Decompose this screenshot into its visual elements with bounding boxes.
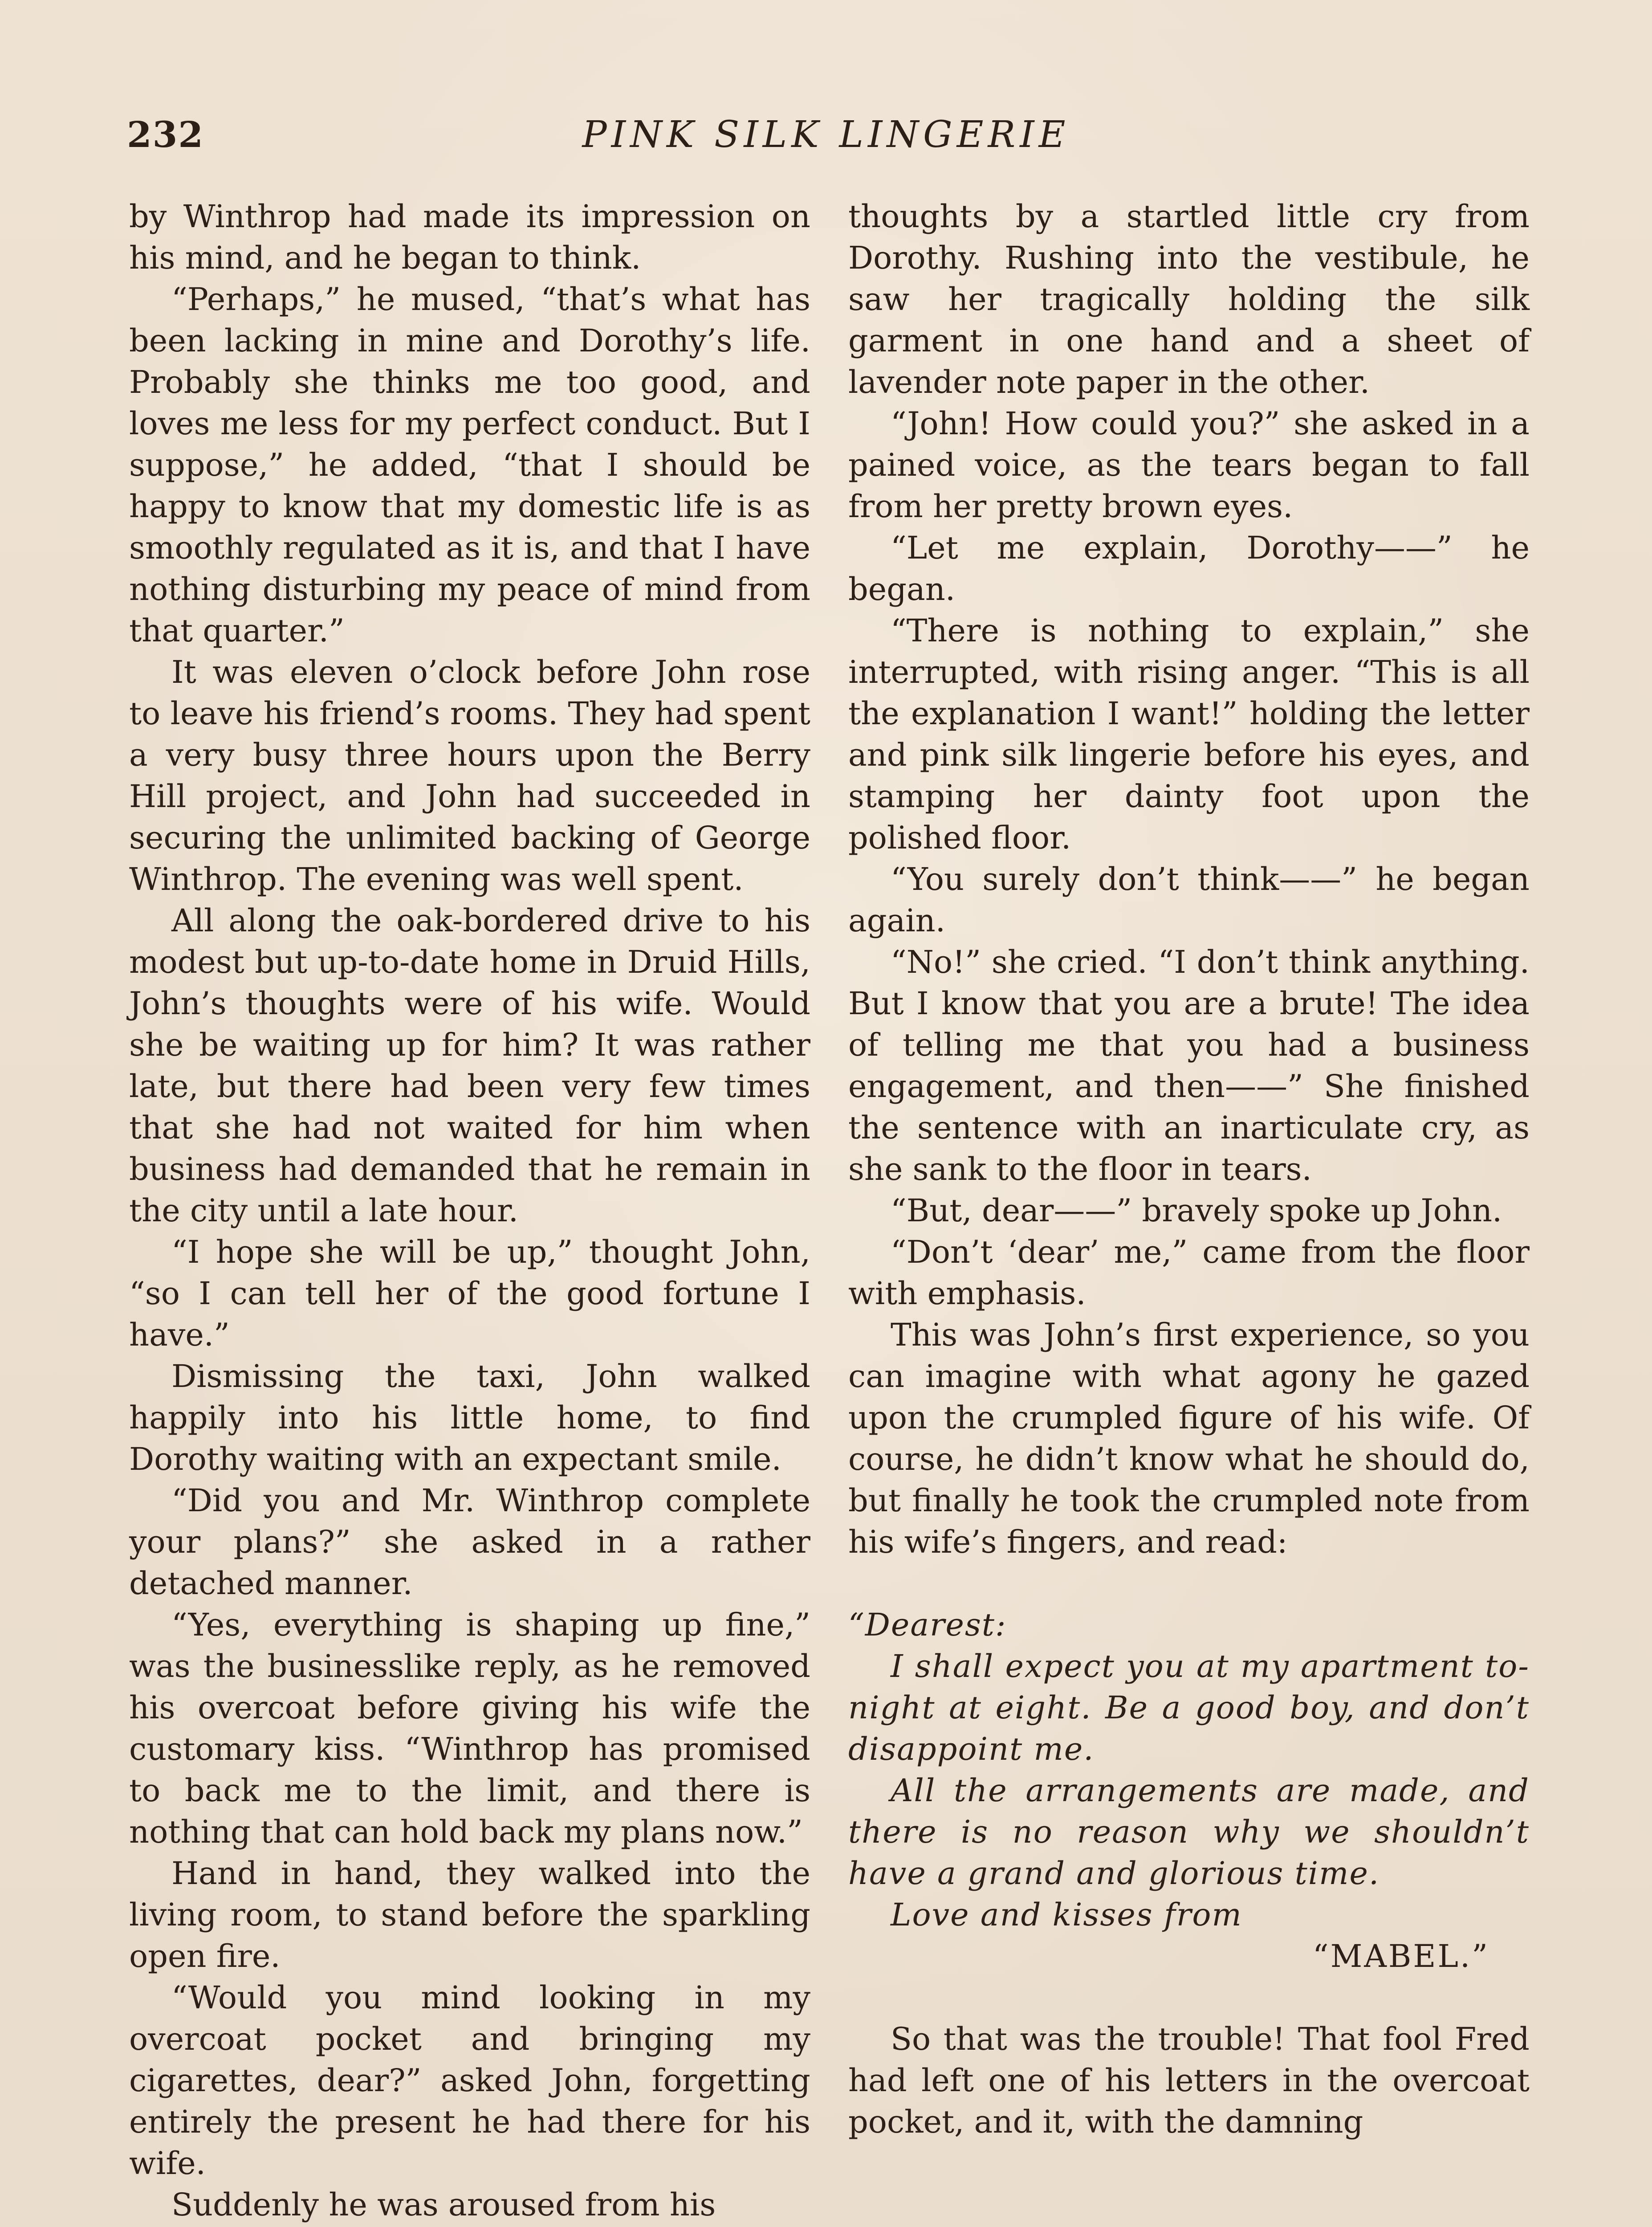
paragraph: It was eleven o’clock before John rose to leave his friend’s rooms. They had spent a very busy three hours upon the Berry Hill project, and John had succeeded in securing the unlimited backing of George Winthrop. The evening was well spent. [129,654,810,897]
paragraph: “I hope she will be up,” thought John, “so I can tell her of the good fortune I have.” [129,1234,810,1353]
paragraph: “Yes, everything is shaping up fine,” was the businesslike reply, as he removed his overcoat before giving his wife the customary kiss. “Winthrop has promised to back me to the limit, and there is nothing that can hold back my plans now.” [129,1607,810,1850]
paragraph: This was John’s first experience, so you can imagine with what agony he gazed upon the crumpled figure of his wife. Of course, he didn’t know what he should do, but finally he took the crumpled note from his wife’s fingers, and read: [848,1317,1530,1560]
paragraph: “Would you mind looking in my overcoat pocket and bringing my cigarettes, dear?” asked John, forgetting entirely the present he had there for his wife. [129,1979,810,2182]
paragraph: “Don’t ‘dear’ me,” came from the floor with emphasis. [848,1234,1530,1312]
left-column [129,196,810,2226]
paragraph: “But, dear——” bravely spoke up John. [891,1192,1502,1229]
page-header [127,114,1525,167]
paragraph: thoughts by a startled little cry from Dorothy. Rushing into the vestibule, he saw her tragically holding the silk garment in one hand and a sheet of lavender note paper in the other. [848,198,1530,400]
paragraph: Hand in hand, they walked into the living room, to stand before the sparkling open fire. [129,1855,810,1974]
paragraph: So that was the trouble! That fool Fred had left one of his letters in the overcoat pocket, and it, with the damning [848,2021,1530,2140]
letter-line: All the arrangements are made, and there is no reason why we shouldn’t have a grand and glorious time. [848,1772,1530,1892]
paragraph: All along the oak-bordered drive to his modest but up-to-date home in Druid Hills, John’s thoughts were of his wife. Would she be waiting up for him? It was rather late, but there had been very few times that she had not waited for him when business had demanded that he remain in the city until a late hour. [129,902,810,1229]
paragraph: “John! How could you?” she asked in a pained voice, as the tears began to fall from her pretty brown eyes. [848,405,1530,525]
paragraph: “Perhaps,” he mused, “that’s what has been lacking in mine and Dorothy’s life. Probably she thinks me too good, and loves me less for my perfect conduct. But I suppose,” he added, “that I should be happy to know that my domestic life is as smoothly regulated as it is, and that I have nothing disturbing my peace of mind from that quarter.” [129,281,810,649]
running-title: PINK SILK LINGERIE [582,114,1070,156]
paragraph: “There is nothing to explain,” she interrupted, with rising anger. “This is all the explanation I want!” holding the letter and pink silk lingerie before his eyes, and stamping her dainty foot upon the polished floor. [848,612,1530,856]
paragraph: “Did you and Mr. Winthrop complete your plans?” she asked in a rather detached manner. [129,1482,810,1602]
right-column [848,196,1530,2143]
paragraph: “Let me explain, Dorothy——” he began. [848,530,1530,608]
letter-salutation: “Dearest: [848,1607,1007,1643]
paragraph: Dismissing the taxi, John walked happily into his little home, to find Dorothy waiting with an expectant smile. [129,1358,810,1477]
paragraph: “No!” she cried. “I don’t think anything. But I know that you are a brute! The idea of telling me that you had a business engagement, and then——” She finished the sentence with an inarticulate cry, as she sank to the floor in tears. [848,944,1530,1187]
letter-signature: “MABEL.” [1312,1938,1489,1974]
paragraph: by Winthrop had made its impression on his mind, and he began to think. [129,198,810,276]
letter-closing: Love and kisses from [891,1897,1242,1933]
letter-block [848,1604,1530,1977]
letter-line: I shall expect you at my apartment to-night at eight. Be a good boy, and don’t disappoint me. [848,1648,1530,1767]
paragraph: “You surely don’t think——” he began again. [848,861,1530,939]
page-number: 232 [127,114,204,155]
paragraph: Suddenly he was aroused from his [171,2186,716,2223]
